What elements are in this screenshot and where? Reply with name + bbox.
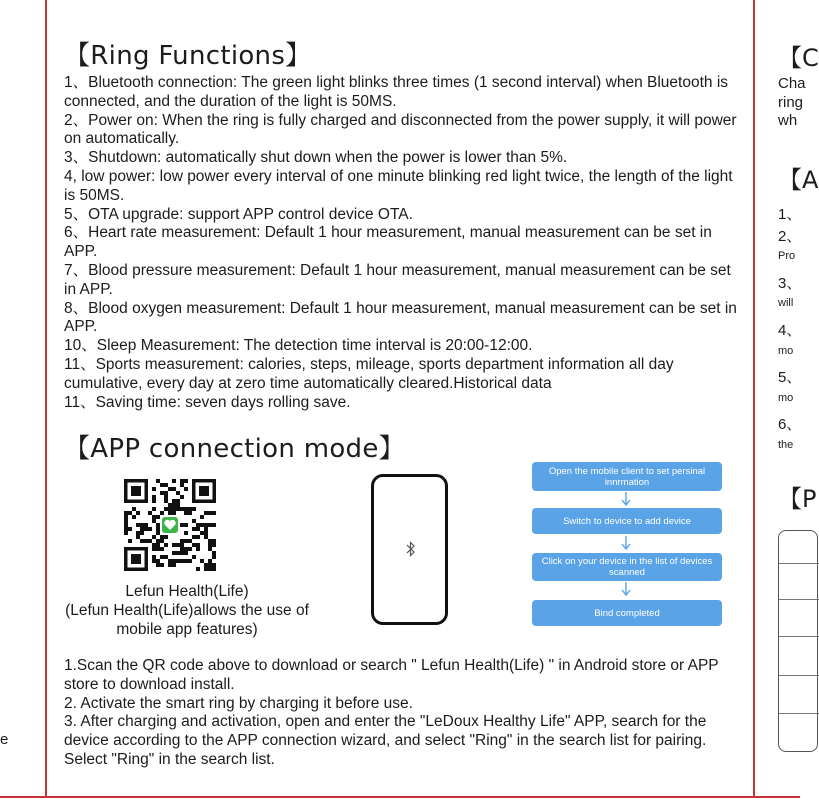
instruction-item: 1.Scan the QR code above to download or search " Lefun Health(Life) " in Android store or APP store to download install. [64, 657, 719, 693]
right-text: ring [778, 94, 804, 111]
function-item: 2、Power on: When the ring is fully charged and disconnected from the power supply, it will power on automatically. [64, 111, 737, 148]
right-number: 1、 [778, 206, 802, 223]
app-description: (Lefun Health(Life)allows the use of mobile app features) [65, 602, 309, 638]
down-arrow-icon [620, 582, 632, 596]
function-item: 11、Sports measurement: calories, steps, mileage, sports department information all day cumulative, every day at zero time automatically cleared.Historical data [64, 355, 674, 392]
app-name: Lefun Health(Life) [125, 583, 249, 600]
right-text: will [778, 297, 794, 309]
left-fold-line [45, 0, 47, 798]
down-arrow-icon [620, 536, 632, 550]
function-item: 4, low power: low power every interval of one minute blinking red light twice, the length of the light is 50MS. [64, 167, 733, 204]
right-number: 4、 [778, 322, 802, 339]
bottom-fold-line [0, 796, 800, 798]
ring-functions-heading: 【Ring Functions】 [64, 41, 312, 71]
right-spec-table [778, 530, 818, 752]
right-number: 5、 [778, 369, 802, 386]
right-text: mo [778, 392, 794, 404]
function-item: 8、Blood oxygen measurement: Default 1 hour measurement, manual measurement can be set in APP. [64, 299, 737, 336]
right-heading-2: 【A [778, 166, 819, 194]
right-number: 6、 [778, 416, 802, 433]
right-heading-1: 【C [778, 44, 819, 72]
app-instructions [64, 657, 744, 770]
flow-step-select-device: Click on your device in the list of devices scanned [532, 553, 722, 581]
function-item: 3、Shutdown: automatically shut down when the power is lower than 5%. [64, 149, 568, 167]
flow-step-bind-completed: Bind completed [532, 600, 722, 626]
qr-caption [64, 582, 310, 639]
table-row-line [779, 599, 819, 600]
right-text: mo [778, 345, 794, 357]
bluetooth-icon [404, 541, 417, 557]
instruction-item: 2. Activate the smart ring by charging it before use. [64, 694, 413, 712]
function-item: 1、Bluetooth connection: The green light blinks three times (1 second interval) when Bluetooth is connected, and the duration of the light is 50MS. [64, 74, 729, 110]
phone-illustration [371, 474, 448, 625]
table-row-line [779, 636, 819, 637]
right-number: 3、 [778, 275, 802, 292]
function-item: 7、Blood pressure measurement: Default 1 hour measurement, manual measurement can be set in APP. [64, 261, 731, 298]
function-item: 11、Saving time: seven days rolling save. [64, 393, 351, 411]
ring-functions-list [64, 74, 744, 412]
flow-step-set-info: Open the mobile client to set persinal innrmation [532, 462, 722, 491]
function-item: 10、Sleep Measurement: The detection time interval is 20:00-12:00. [64, 337, 533, 355]
function-item: 6、Heart rate measurement: Default 1 hour measurement, manual measurement can be set in APP. [64, 224, 712, 261]
right-text: Pro [778, 250, 796, 262]
function-item: 5、OTA upgrade: support APP control device OTA. [64, 205, 413, 223]
left-panel-fragment: e [0, 731, 9, 748]
right-text: wh [778, 112, 798, 129]
table-row-line [779, 563, 819, 564]
right-heading-3: 【P [778, 485, 817, 513]
right-fold-line [753, 0, 755, 798]
instruction-item: 3. After charging and activation, open and enter the "LeDoux Healthy Life" APP, search for the device according to the APP connection wizard, and select "Ring" in the search list for pairing. Select "Ring" in the search list. [64, 713, 707, 768]
table-row-line [779, 675, 819, 676]
right-number: 2、 [778, 228, 802, 245]
flow-step-add-device: Switch to device to add device [532, 508, 722, 534]
app-connection-heading: 【APP connection mode】 [64, 434, 405, 464]
down-arrow-icon [620, 492, 632, 506]
right-text: Cha [778, 75, 806, 92]
table-row-line [779, 713, 819, 714]
right-text: the [778, 439, 794, 451]
qr-code-icon[interactable] [124, 479, 216, 571]
